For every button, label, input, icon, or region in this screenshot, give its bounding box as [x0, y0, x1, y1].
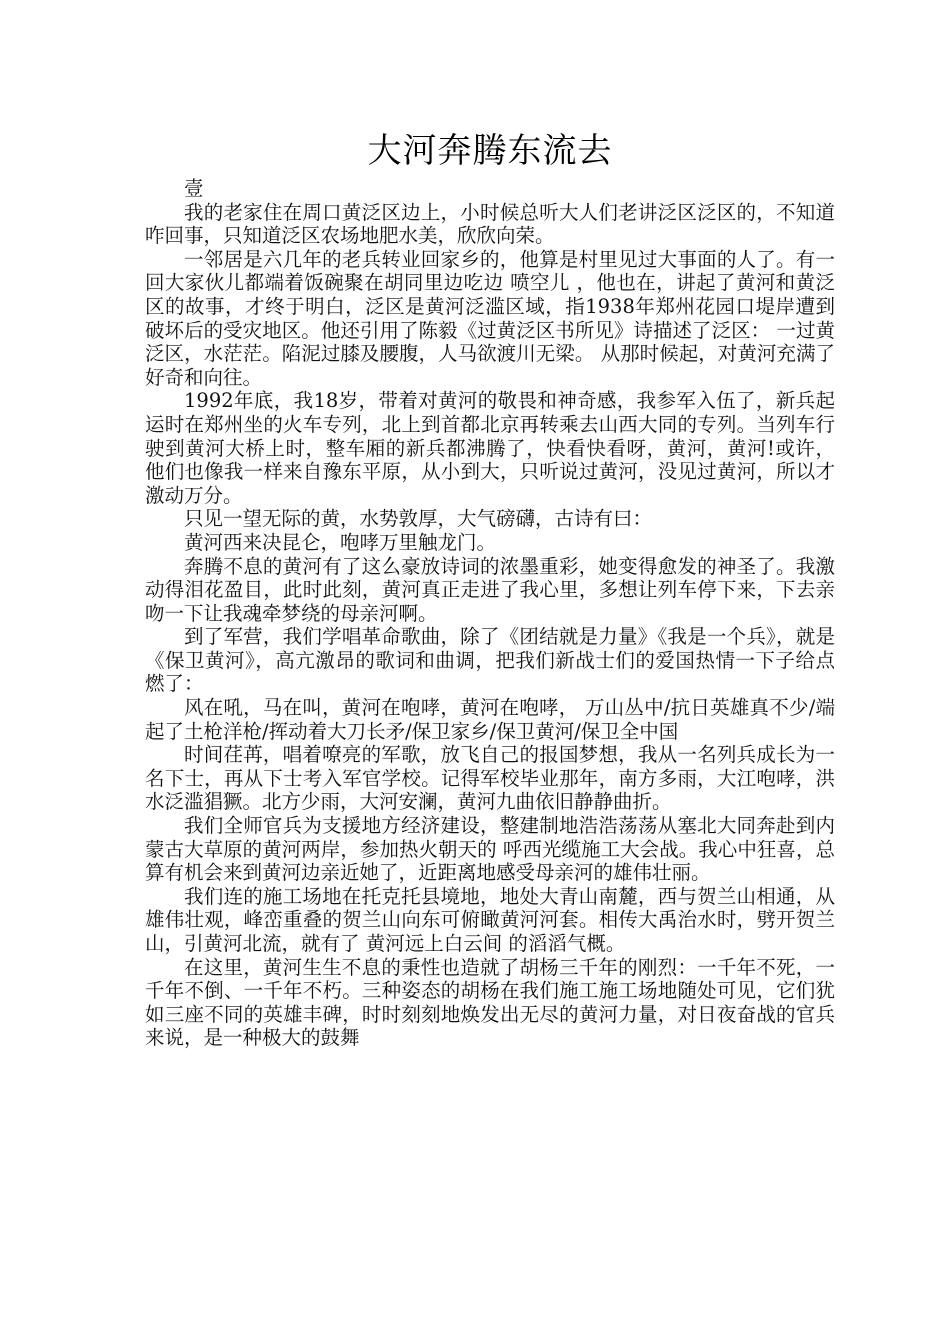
document-page — [145, 125, 835, 1050]
paragraph: 我们连的施工场地在托克托县境地，地处大青山南麓，西与贺兰山相通，从雄伟壮观，峰峦重叠的贺兰山向东可俯瞰黄河河套。相传大禹治水时，劈开贺兰山，引黄河北流，就有了 黄河远上白云间 的滔滔气概。 — [145, 884, 835, 955]
paragraph: 奔腾不息的黄河有了这么豪放诗词的浓墨重彩，她变得愈发的神圣了。我激动得泪花盈目，此时此刻，黄河真正走进了我心里，多想让列车停下来，下去亲吻一下让我魂牵梦绕的母亲河啊。 — [145, 554, 835, 625]
document-body — [145, 177, 835, 1050]
song-lyrics: 风在吼，马在叫，黄河在咆哮，黄河在咆哮， 万山丛中/抗日英雄真不少/端起了土枪洋枪/挥动着大刀长矛/保卫家乡/保卫黄河/保卫全中国 — [145, 696, 835, 743]
section-heading: 壹 — [184, 177, 204, 200]
paragraph: 只见一望无际的黄，水势敦厚，大气磅礴，古诗有曰： — [184, 507, 653, 531]
paragraph: 到了军营，我们学唱革命歌曲，除了《团结就是力量》《我是一个兵》，就是《保卫黄河》，高亢激昂的歌词和曲调，把我们新战士们的爱国热情一下子给点燃了： — [145, 625, 835, 696]
paragraph: 一邻居是六几年的老兵转业回家乡的，他算是村里见过大事面的人了。有一回大家伙儿都端着饭碗聚在胡同里边吃边 喷空儿 ，他也在，讲起了黄河和黄泛区的故事，才终于明白，泛区是黄河泛滥区域，指1938年郑州花园口堤岸遭到破坏后的受灾地区。他还引用了陈毅《过黄泛区书所见》诗描述了泛区： 一过黄泛区，水茫茫。陷泥过膝及腰腹，人马欲渡川无梁。 从那时候起，对黄河充满了好奇和向往。 — [145, 247, 835, 389]
poem-line: 黄河西来决昆仑，咆哮万里触龙门。 — [184, 530, 497, 554]
paragraph: 我的老家住在周口黄泛区边上，小时候总听大人们老讲泛区泛区的，不知道咋回事，只知道泛区农场地肥水美，欣欣向荣。 — [145, 200, 835, 248]
paragraph: 我们全师官兵为支援地方经济建设，整建制地浩浩荡荡从塞北大同奔赴到内蒙古大草原的黄河两岸，参加热火朝天的 呼西光缆施工大会战。我心中狂喜，总算有机会来到黄河边亲近她了，近距离地感受母亲河的雄伟壮丽。 — [145, 814, 835, 885]
paragraph: 在这里，黄河生生不息的秉性也造就了胡杨三千年的刚烈：一千年不死，一千年不倒、一千年不朽。三种姿态的胡杨在我们施工施工场地随处可见，它们犹如三座不同的英雄丰碑，时时刻刻地焕发出无尽的黄河力量，对日夜奋战的官兵来说，是一种极大的鼓舞 — [145, 955, 835, 1050]
paragraph: 1992年底，我18岁，带着对黄河的敬畏和神奇感，我参军入伍了，新兵起运时在郑州坐的火车专列，北上到首都北京再转乘去山西大同的专列。当列车行驶到黄河大桥上时，整车厢的新兵都沸腾了，快看快看呀，黄河，黄河!或许，他们也像我一样来自豫东平原，从小到大，只听说过黄河，没见过黄河，所以才激动万分。 — [145, 389, 835, 507]
paragraph: 时间荏苒，唱着嘹亮的军歌，放飞自己的报国梦想，我从一名列兵成长为一名下士，再从下士考入军官学校。记得军校毕业那年，南方多雨，大江咆哮，洪水泛滥猖獗。北方少雨，大河安澜，黄河九曲依旧静静曲折。 — [145, 743, 835, 814]
document-title: 大河奔腾东流去 — [367, 131, 613, 171]
